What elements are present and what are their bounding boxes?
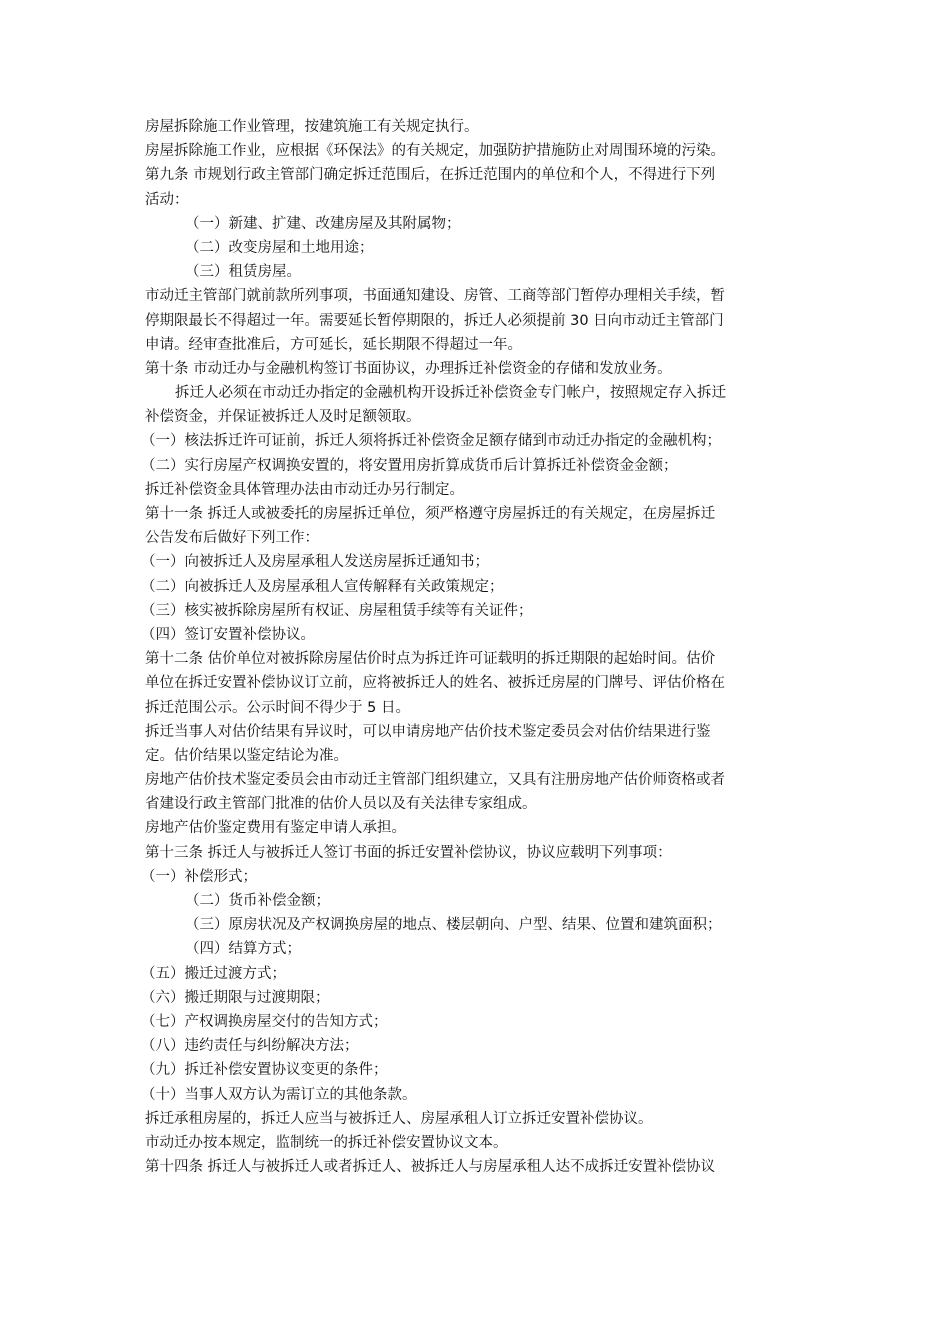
list-item: （二）货币补偿金额； xyxy=(185,893,330,909)
list-item: （三）租赁房屋。 xyxy=(185,264,301,281)
paragraph-line: 市动迁办按本规定，监制统一的拆迁补偿安置协议文本。 xyxy=(145,1134,508,1151)
list-item: （七）产权调换房屋交付的告知方式； xyxy=(141,1013,388,1030)
list-item: （一）核法拆迁许可证前，拆迁人须将拆迁补偿资金足额存储到市动迁办指定的金融机构； xyxy=(141,433,721,450)
article-heading-line: 第九条 市规划行政主管部门确定拆迁范围后，在拆迁范围内的单位和个人，不得进行下列 xyxy=(145,167,716,184)
paragraph-line: 拆迁人必须在市动迁办指定的金融机构开设拆迁补偿资金专门帐户，按照规定存入拆迁 xyxy=(175,385,726,402)
article-heading-line: 第十条 市动迁办与金融机构签订书面协议，办理拆迁补偿资金的存储和发放业务。 xyxy=(145,360,672,377)
list-item: （八）违约责任与纠纷解决方法； xyxy=(141,1038,359,1055)
document-body xyxy=(141,115,815,1179)
list-item: （一）补偿形式； xyxy=(141,868,257,885)
paragraph-line: 市动迁主管部门就前款所列事项，书面通知建设、房管、工商等部门暂停办理相关手续，暂 xyxy=(145,288,725,305)
paragraph-line: 拆迁补偿资金具体管理办法由市动迁办另行制定。 xyxy=(145,481,464,498)
paragraph-line: 房地产估价技术鉴定委员会由市动迁主管部门组织建立，又具有注册房地产估价师资格或者 xyxy=(145,772,725,789)
paragraph-line: 省建设行政主管部门批准的估价人员以及有关法律专家组成。 xyxy=(145,796,537,813)
paragraph-line: 单位在拆迁安置补偿协议订立前，应将被拆迁人的姓名、被拆迁房屋的门牌号、评估价格在 xyxy=(145,675,725,692)
article-heading-line: 第十一条 拆迁人或被委托的房屋拆迁单位，须严格遵守房屋拆迁的有关规定，在房屋拆迁 xyxy=(145,506,716,522)
paragraph-line: 房地产估价鉴定费用有鉴定申请人承担。 xyxy=(145,820,406,837)
list-item: （二）实行房屋产权调换安置的，将安置用房折算成货币后计算拆迁补偿资金金额； xyxy=(141,457,678,474)
list-item: （四）签订安置补偿协议。 xyxy=(141,626,315,643)
paragraph-line: 拆迁范围公示。公示时间不得少于 5 日。 xyxy=(145,699,410,716)
paragraph-line: 停期限最长不得超过一年。需要延长暂停期限的，拆迁人必须提前 30 日向市动迁主管部门 xyxy=(145,312,724,329)
list-item: （九）拆迁补偿安置协议变更的条件； xyxy=(141,1062,388,1079)
list-item: （三）核实被拆除房屋所有权证、房屋租赁手续等有关证件； xyxy=(141,602,533,619)
article-heading-line: 第十二条 估价单位对被拆除房屋估价时点为拆迁许可证载明的拆迁期限的起始时间。估价 xyxy=(145,651,716,668)
paragraph-line: 定。估价结果以鉴定结论为准。 xyxy=(145,747,348,764)
paragraph-line: 补偿资金，并保证被拆迁人及时足额领取。 xyxy=(145,409,421,426)
list-item: （十）当事人双方认为需订立的其他条款。 xyxy=(141,1086,417,1103)
paragraph-line: 拆迁承租房屋的，拆迁人应当与被拆迁人、房屋承租人订立拆迁安置补偿协议。 xyxy=(145,1110,653,1127)
paragraph-line: 公告发布后做好下列工作： xyxy=(145,530,319,547)
list-item: （一）向被拆迁人及房屋承租人发送房屋拆迁通知书； xyxy=(141,554,489,571)
article-heading-line: 第十四条 拆迁人与被拆迁人或者拆迁人、被拆迁人与房屋承租人达不成拆迁安置补偿协议 xyxy=(145,1159,716,1176)
list-item: （五）搬迁过渡方式； xyxy=(141,965,286,982)
paragraph-line: 房屋拆除施工作业管理，按建筑施工有关规定执行。 xyxy=(145,119,479,135)
list-item: （二）向被拆迁人及房屋承租人宣传解释有关政策规定； xyxy=(141,578,504,595)
list-item: （六）搬迁期限与过渡期限； xyxy=(141,989,330,1006)
article-heading-line: 第十三条 拆迁人与被拆迁人签订书面的拆迁安置补偿协议，协议应载明下列事项： xyxy=(145,844,672,861)
list-item: （三）原房状况及产权调换房屋的地点、楼层朝向、户型、结果、位置和建筑面积； xyxy=(185,917,722,934)
paragraph-line: 房屋拆除施工作业，应根据《环保法》的有关规定，加强防护措施防止对周围环境的污染。 xyxy=(145,143,725,160)
list-item: （四）结算方式； xyxy=(185,941,301,958)
list-item: （一）新建、扩建、改建房屋及其附属物； xyxy=(185,215,461,232)
list-item: （二）改变房屋和土地用途； xyxy=(185,239,374,256)
paragraph-line: 活动： xyxy=(145,191,189,208)
paragraph-line: 拆迁当事人对估价结果有异议时，可以申请房地产估价技术鉴定委员会对估价结果进行鉴 xyxy=(145,723,711,740)
paragraph-line: 申请。经审查批准后，方可延长，延长期限不得超过一年。 xyxy=(145,336,522,353)
